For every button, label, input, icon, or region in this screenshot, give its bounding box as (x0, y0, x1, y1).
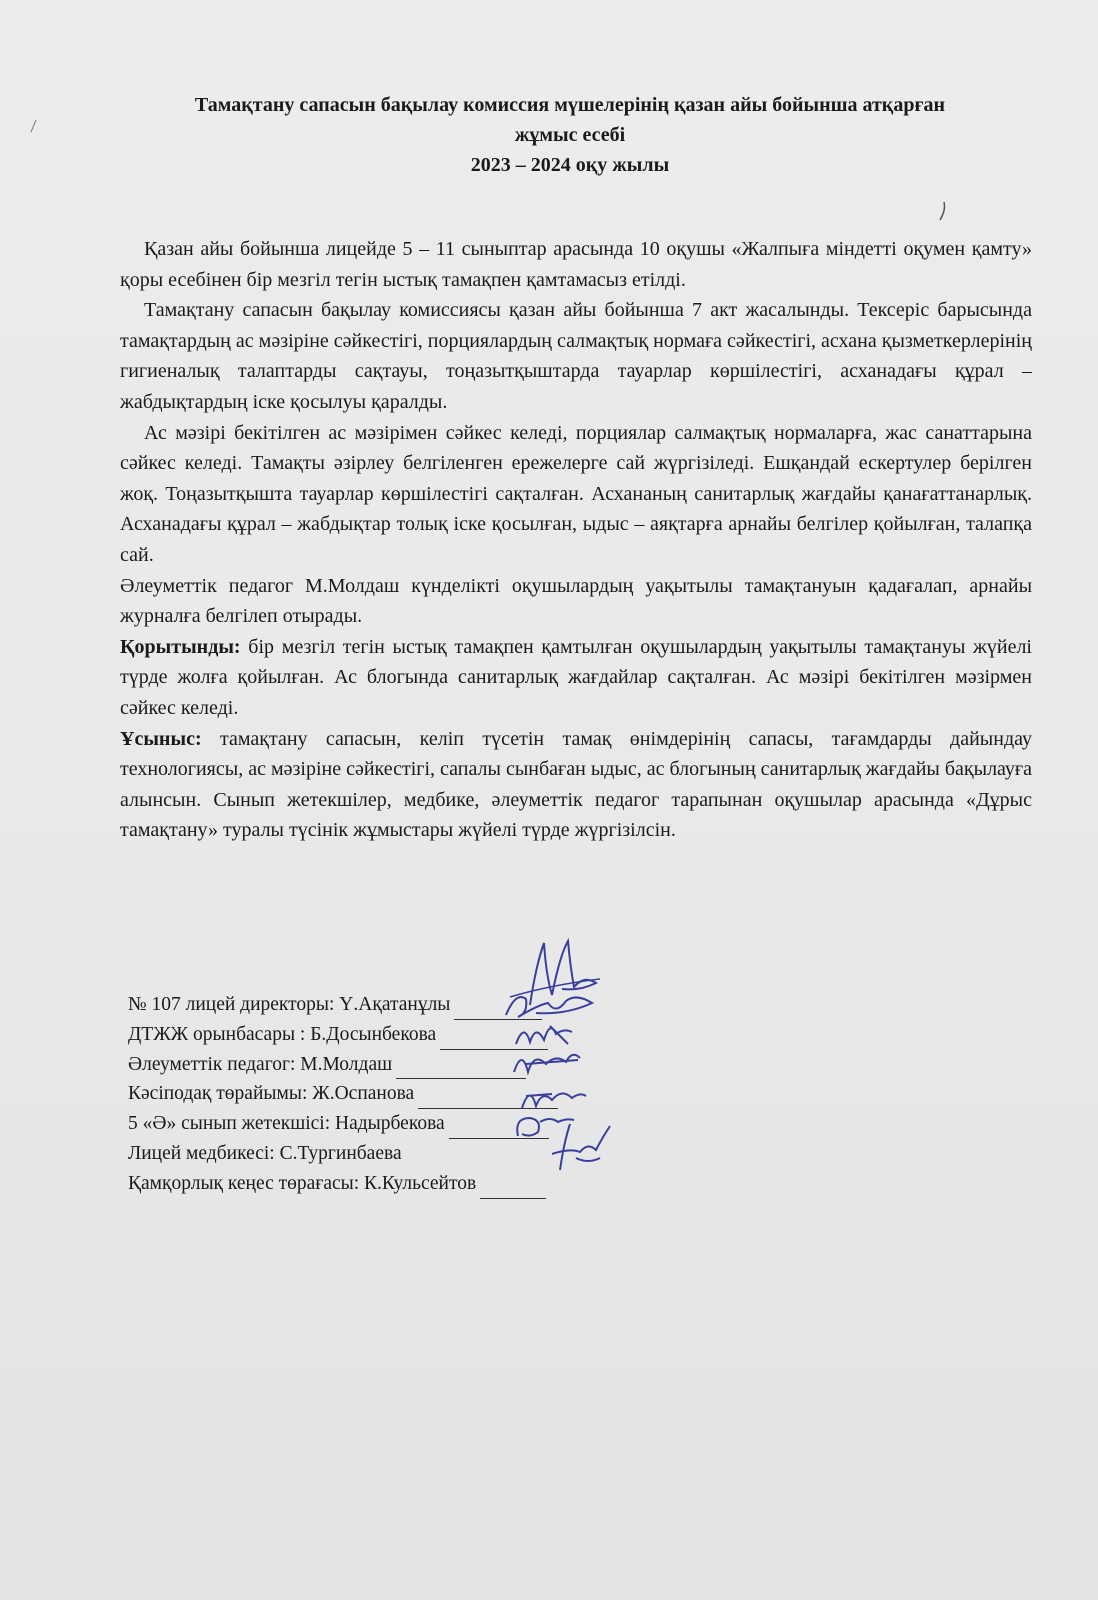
signatory-row (128, 1050, 558, 1080)
signatory-row (128, 1109, 558, 1139)
pen-mark (28, 118, 38, 134)
document-title (100, 90, 1040, 180)
signature-line (418, 1088, 558, 1109)
paragraph: Ас мәзірі бекітілген ас мәзірімен сәйкес келеді, порциялар салмақтық нормаларға, жас санаттарына сәйкес келеді. Тамақты әзірлеу белгіленген ережелерге сай жүргізіледі. Ешқандай ескертулер берілген жоқ. Тоңазытқышта тауарлар көршілестігі сақталған. Асхананың санитарлық жағдайы қанағаттанарлық. Асханадағы құрал – жабдықтар толық іске қосылған, ыдыс – аяқтарға арнайы белгілер қойылған, талапқа сай. (120, 421, 1032, 566)
pen-mark (936, 200, 948, 222)
title-year: 2023 – 2024 оқу жылы (470, 154, 670, 176)
signature-line (454, 999, 542, 1020)
conclusion-text: бір мезгіл тегін ыстық тамақпен қамтылған оқушылардың уақытылы тамақтануы жүйелі түрде жолға қойылған. Ас блогында санитарлық жағдайлар сақталған. Ас мәзірі бекітілген мәзірмен сәйкес келеді. (120, 635, 1032, 719)
signatory-label: № 107 лицей директоры: Ү.Ақатанұлы (128, 994, 451, 1015)
paragraph: Тамақтану сапасын бақылау комиссиясы қазан айы бойынша 7 акт жасалынды. Тексеріс барысында тамақтардың ас мәзіріне сәйкестігі, порциялардың салмақтық нормаға сәйкестігі, асхана қызметкерлерінің гигиеналық талаптарды сақтауы, тоңазытқыштарда тауарлар көршілестігі, асханадағы құрал – жабдықтардың іске қосылуы қаралды. (120, 299, 1032, 413)
signatory-row (128, 1079, 558, 1109)
signatory-row (128, 1169, 558, 1199)
signatory-label: 5 «Ә» сынып жетекшісі: Надырбекова (128, 1113, 445, 1135)
recommendation-paragraph (120, 724, 1032, 846)
signatory-label: Лицей медбикесі: С.Тургинбаева (128, 1142, 402, 1164)
signatory-label: Қамқорлық кеңес төрағасы: К.Кульсейтов (128, 1172, 477, 1194)
signature-line (440, 1029, 548, 1050)
signatory-label: Әлеуметтік педагог: М.Молдаш (128, 1053, 393, 1075)
signatory-row (128, 990, 558, 1020)
recommendation-label: Ұсыныс: (120, 727, 202, 750)
conclusion-paragraph (120, 632, 1032, 724)
signature-line (449, 1118, 549, 1139)
title-line: жұмыс есебі (514, 124, 626, 146)
signatory-row (128, 1139, 558, 1169)
signature-line (480, 1178, 546, 1199)
paragraph: Қазан айы бойынша лицейде 5 – 11 сыныптар арасында 10 оқушы «Жалпыға міндетті оқумен қамту» қоры есебінен бір мезгіл тегін ыстық тамақпен қамтамасыз етілді. (120, 238, 1032, 291)
signatory-row (128, 1020, 558, 1050)
signatory-label: ДТЖЖ орынбасары : Б.Досынбекова (128, 1023, 437, 1045)
signature-line (396, 1058, 526, 1079)
paragraph: Әлеуметтік педагог М.Молдаш күнделікті оқушылардың уақытылы тамақтануын қадағалап, арнайы журналға белгілеп отырады. (120, 574, 1032, 628)
report-body (120, 234, 1032, 846)
signatory-label: Кәсіподақ төрайымы: Ж.Оспанова (128, 1083, 415, 1105)
signature-block (128, 990, 558, 1199)
conclusion-label: Қорытынды: (120, 635, 241, 658)
recommendation-text: тамақтану сапасын, келіп түсетін тамақ өнімдерінің сапасы, тағамдарды дайындау технологиясы, ас мәзіріне сәйкестігі, сапалы сынбаған ыдыс, ас блогының санитарлық жағдайы бақылауға алынсын. Сынып жетекшілер, медбике, әлеуметтік педагог тарапынан оқушылар арасында «Дұрыс тамақтану» туралы түсінік жұмыстары жүйелі түрде жүргізілсін. (120, 727, 1033, 842)
title-line: Тамақтану сапасын бақылау комиссия мүшелерінің қазан айы бойынша атқарған (194, 94, 946, 116)
